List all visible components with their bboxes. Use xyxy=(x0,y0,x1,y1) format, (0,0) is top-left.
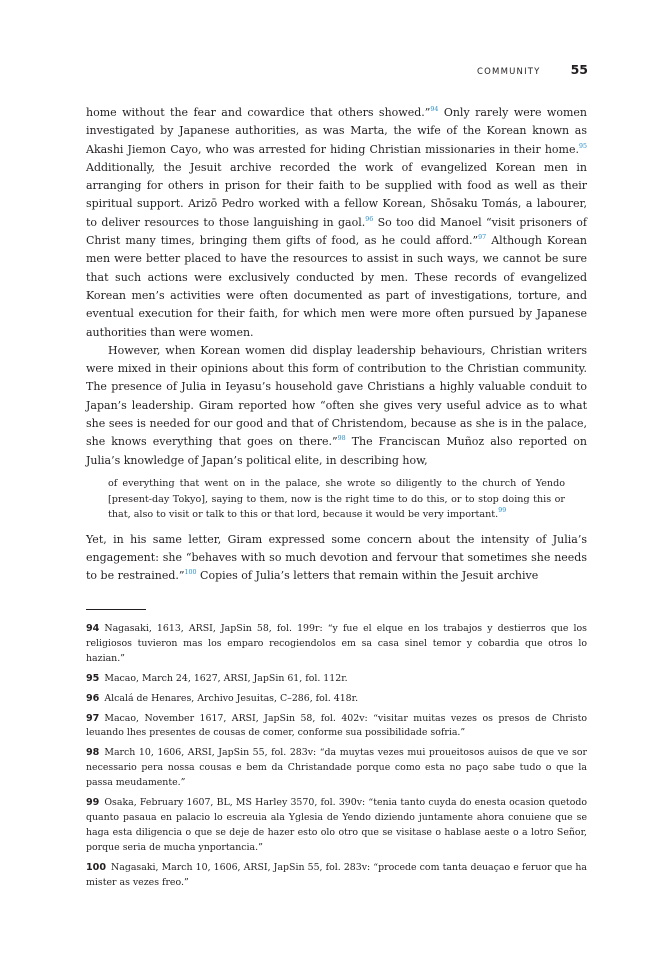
footnote-ref-100[interactable]: 100 xyxy=(184,569,197,577)
footnote-divider xyxy=(86,609,146,610)
footnotes xyxy=(86,622,587,896)
footnote-ref-95[interactable]: 95 xyxy=(578,142,587,150)
main-text xyxy=(86,104,587,586)
footnote-96: 96 Alcalá de Henares, Archivo Jesuitas, C–286, fol. 418r. xyxy=(86,692,359,704)
footnote-97: 97 Macao, November 1617, ARSI, JapSin 58, fol. 402v: “visitar muitas vezes os presos de Christo leuando lhes presentes de cousas de comer, conforme sua possibilidade sofria.” xyxy=(86,712,587,739)
footnote-ref-99[interactable]: 99 xyxy=(498,507,507,515)
footnote-100: 100 Nagasaki, March 10, 1606, ARSI, JapSin 55, fol. 283v: “procede com tanta deuaçao e feruor que ha mister as vezes freo.” xyxy=(86,861,587,888)
footnote-ref-97[interactable]: 97 xyxy=(478,234,487,242)
page-header xyxy=(86,62,588,77)
paragraph-3: Yet, in his same letter, Giram expressed some concern about the intensity of Julia’s engagement: she “behaves with so much devotion and fervour that sometimes she needs to be restrained.”$^{100}$ Copies of Julia’s letters that remain within the Jesuit archive xyxy=(86,532,587,583)
footnote-94: 94 Nagasaki, 1613, ARSI, JapSin 58, fol. 199r: “y fue el elque en los trabajos y destierros que los religiosos tuvieron mas los emparo recogiendolos em sa casa sinel temor y cobardia que otros lo hazian.” xyxy=(86,623,587,664)
page-number: 55 xyxy=(570,62,588,77)
footnote-99: 99 Osaka, February 1607, BL, MS Harley 3570, fol. 390v: “tenia tanto cuyda do enesta ocasion quetodo quanto pasaua en palacio lo escreuia ala Yglesia de Yendo diziendo juntamente ahora conuiene que se haga esta diligencia o que se deje de hazer esto olo otro que se visitase o hablase aeste o a lotro Señor, porque seria de mucha ynportancia.” xyxy=(86,797,587,853)
footnote-98: 98 March 10, 1606, ARSI, JapSin 55, fol. 283v: “da muytas vezes mui proueitosos auisos de que ve sor necessario pera nossa cousas e bem da Christandade porque como esta no paço sabe tudo o que la passa meudamente.” xyxy=(86,747,587,789)
running-head: COMMUNITY xyxy=(477,67,541,77)
block-quote: of everything that went on in the palace, she wrote so diligently to the church of Yendo [present-day Tokyo], saying to them, now is the right time to do this, or to stop doing this or that, also to visit or talk to this or that lord, because it would be very important.$^{99}$ xyxy=(108,477,565,521)
footnote-95: 95 Macao, March 24, 1627, ARSI, JapSin 61, fol. 112r. xyxy=(86,672,348,684)
footnote-ref-96[interactable]: 96 xyxy=(365,215,374,223)
paragraph-2: However, when Korean women did display leadership behaviours, Christian writers were mixed in their opinions about this form of contribution to the Christian community. The presence of Julia in Ieyasu’s household gave Christians a highly valuable conduit to Japan’s leadership. Giram reported how “often she gives very useful advice as to what she sees is needed for our good and that of Christendom, because as she is in the palace, she knows everything that goes on there.”$^{98}$ The Franciscan Muñoz also reported on Julia’s knowledge of Japan’s political elite, in describing how, xyxy=(86,343,588,467)
footnote-ref-98[interactable]: 98 xyxy=(337,435,346,443)
footnote-ref-94[interactable]: 94 xyxy=(430,106,439,113)
paragraph-1: home without the fear and cowardice that others showed.”$^{94}$ Only rarely were women investigated by Japanese authorities, as was Marta, the wife of the Korean known as Akashi Jiemon Cayo, who was arrested for hiding Christian missionaries in their home.$^{95}$ Additionally, the Jesuit archive recorded the work of evangelized Korean men in arranging for others in prison for their faith to be supplied with food as well as their spiritual support. Arizō Pedro worked with a fellow Korean, Shōsaku Tomás, a labourer, to deliver resources to those languishing in gaol.$^{96}$ So too did Manoel “visit prisoners of Christ many times, bringing them gifts of food, as he could afford.”$^{97}$ Although Korean men were better placed to have the resources to assist in such ways, we cannot be sure that such actions were exclusively conducted by men. These records of evangelized Korean men’s activities were often documented as part of investigations, torture, and eventual execution for their faith, for which men were more often pursued by Japanese authorities than were women. xyxy=(86,106,588,339)
